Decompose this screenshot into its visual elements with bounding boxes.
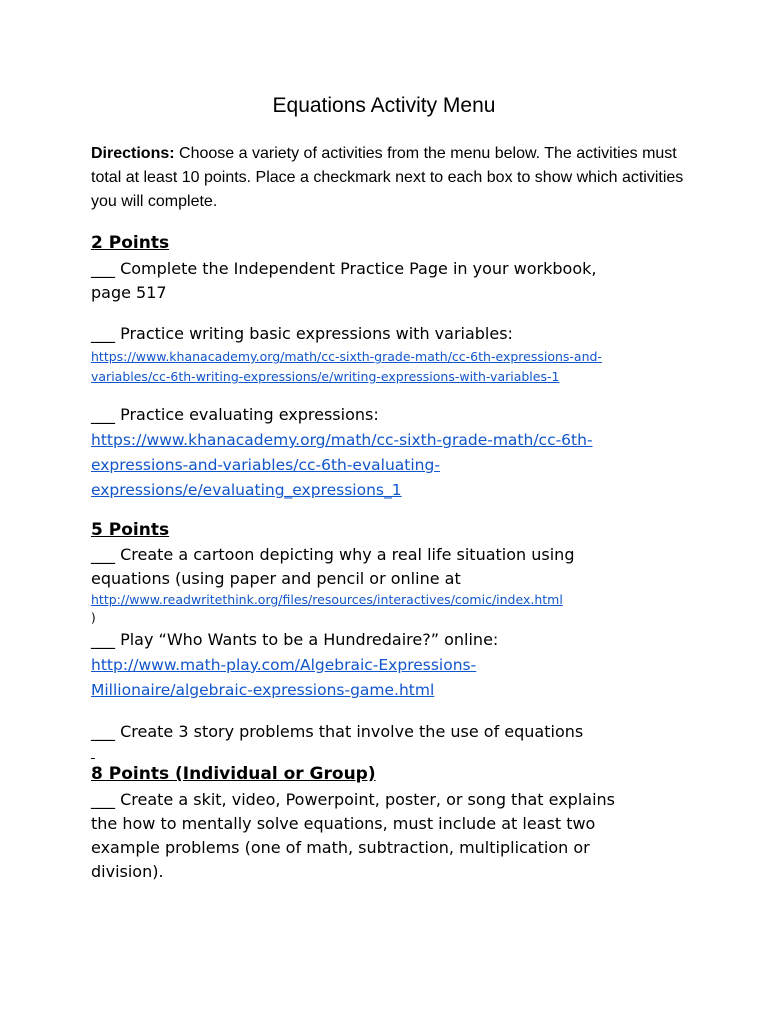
- activity-skit-line1: ___ Create a skit, video, Powerpoint, poster, or song that explains: [91, 790, 615, 809]
- khan-writing-link-line1[interactable]: https://www.khanacademy.org/math/cc-sixth-grade-math/cc-6th-expressions-and-: [91, 349, 602, 364]
- activity-workbook-line1: ___ Complete the Independent Practice Page in your workbook,: [91, 259, 597, 278]
- readwritethink-link-block[interactable]: [91, 590, 691, 610]
- page-title: Equations Activity Menu: [272, 94, 496, 117]
- activity-writing-expressions-text: ___ Practice writing basic expressions with variables:: [91, 324, 513, 343]
- directions-paragraph: [91, 142, 701, 214]
- activity-story-problems-text: ___ Create 3 story problems that involve the use of equations: [91, 722, 584, 741]
- activity-hundredaire-text: ___ Play “Who Wants to be a Hundredaire?” online:: [91, 630, 499, 649]
- khan-evaluating-expressions-link[interactable]: [91, 428, 691, 503]
- khan-evaluating-link-line1[interactable]: https://www.khanacademy.org/math/cc-sixth-grade-math/cc-6th-: [91, 431, 593, 449]
- activity-cartoon: [91, 543, 691, 591]
- khan-writing-link-line2[interactable]: variables/cc-6th-writing-expressions/e/writing-expressions-with-variables-1: [91, 369, 560, 384]
- activity-skit-line2: the how to mentally solve equations, must include at least two: [91, 814, 596, 833]
- math-play-link-line2[interactable]: Millionaire/algebraic-expressions-game.html: [91, 681, 435, 699]
- cartoon-close-paren: ): [91, 611, 96, 625]
- section-heading-8-points: 8 Points (Individual or Group): [91, 764, 376, 784]
- activity-skit: [91, 788, 691, 884]
- activity-cartoon-line1: ___ Create a cartoon depicting why a real life situation using: [91, 545, 575, 564]
- activity-workbook: [91, 257, 691, 305]
- khan-writing-expressions-link[interactable]: [91, 347, 691, 387]
- activity-cartoon-line2: equations (using paper and pencil or online at: [91, 569, 461, 588]
- activity-skit-line3: example problems (one of math, subtraction, multiplication or: [91, 838, 590, 857]
- section-heading-5-points: 5 Points: [91, 520, 170, 540]
- math-play-link-line1[interactable]: http://www.math-play.com/Algebraic-Expressions-: [91, 656, 477, 674]
- story-problems-trailing: [91, 748, 691, 758]
- section-heading-2-points: 2 Points: [91, 233, 170, 253]
- activity-skit-line4: division).: [91, 862, 164, 881]
- story-problems-trailing-underline: [91, 746, 95, 760]
- directions-label: Directions:: [91, 145, 175, 162]
- activity-writing-expressions: [91, 322, 691, 346]
- activity-evaluating-expressions: [91, 403, 691, 427]
- math-play-link[interactable]: [91, 653, 691, 703]
- activity-story-problems: [91, 720, 691, 744]
- khan-evaluating-link-line2[interactable]: expressions-and-variables/cc-6th-evaluating-: [91, 456, 440, 474]
- activity-hundredaire: [91, 628, 691, 652]
- activity-evaluating-expressions-text: ___ Practice evaluating expressions:: [91, 405, 379, 424]
- directions-text: Choose a variety of activities from the menu below. The activities must total at least 10 points. Place a checkmark next to each box to show which activities you will complete.: [91, 145, 684, 210]
- khan-evaluating-link-line3[interactable]: expressions/e/evaluating_expressions_1: [91, 481, 402, 499]
- activity-workbook-line2: page 517: [91, 283, 167, 302]
- readwritethink-link[interactable]: http://www.readwritethink.org/files/resources/interactives/comic/index.html: [91, 592, 563, 607]
